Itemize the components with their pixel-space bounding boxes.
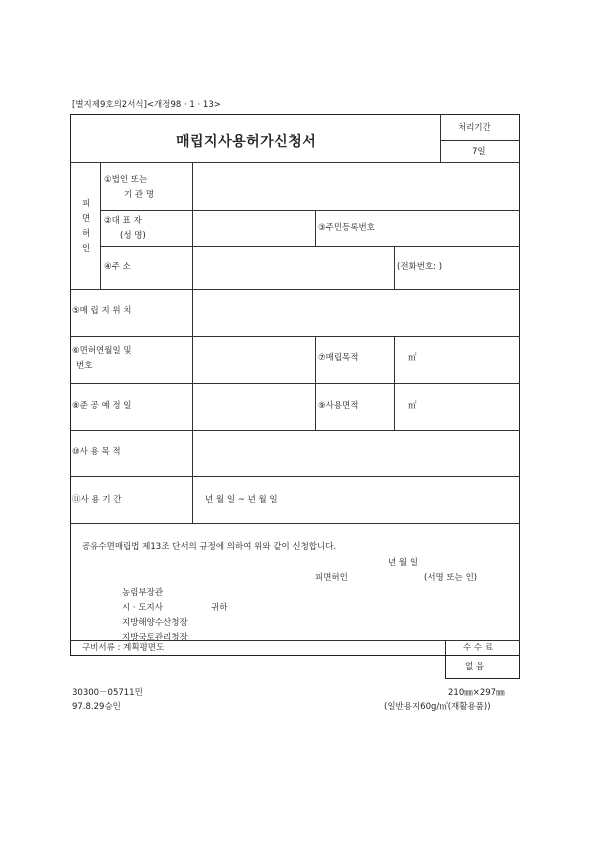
license-label-1: ⑥면허연월일 및 [72, 346, 132, 356]
completion-date-field[interactable] [193, 384, 314, 429]
recipient-1: 농림부장관 [122, 588, 164, 598]
use-area-label: ⑨사용면적 [318, 401, 359, 411]
applicant-side-1: 피 [82, 199, 91, 209]
processing-period-value: 7일 [472, 147, 486, 157]
address-label: ④주 소 [104, 262, 131, 272]
use-purpose-label: ⑩사 용 목 적 [72, 447, 121, 457]
applicant-side-2: 면 [82, 214, 91, 224]
reclaim-area-unit: ㎡ [408, 353, 417, 363]
recipient-4: 지방국토관리청장 [122, 633, 188, 643]
org-name-label-1: ①법인 또는 [104, 175, 148, 185]
footer-paper-size: 210㎜×297㎜ [448, 688, 505, 698]
reclaim-purpose-label: ⑦매립목적 [318, 353, 359, 363]
org-name-field[interactable] [193, 163, 519, 209]
location-label: ⑤매 립 지 위 치 [72, 306, 132, 316]
recipient-3: 지방해양수산청장 [122, 618, 188, 628]
recipient-2: 시 · 도지사 [122, 603, 163, 613]
license-label-2: 번호 [76, 361, 93, 371]
form-title: 매립지사용허가신청서 [176, 134, 317, 150]
honorific: 귀하 [211, 603, 228, 613]
fee-label: 수 수 료 [463, 643, 494, 653]
use-period-value[interactable]: 년 월 일 ~ 년 월 일 [205, 495, 278, 505]
applicant-name-label: 피면허인 [315, 573, 348, 583]
address-field[interactable] [193, 247, 393, 288]
footer-paper-type: (일반용지60g/㎡(재활용품)) [384, 702, 491, 712]
representative-label-1: ②대 표 자 [104, 216, 142, 226]
use-area-unit: ㎡ [408, 401, 417, 411]
resident-number-field[interactable] [394, 211, 519, 245]
processing-period-label: 처리기간 [458, 123, 491, 133]
reclaim-purpose-field[interactable] [395, 337, 519, 382]
license-field[interactable] [193, 337, 314, 382]
applicant-side-4: 인 [82, 244, 91, 254]
phone-label: (전화번호: ) [397, 262, 443, 272]
use-area-field[interactable] [395, 384, 519, 429]
declaration-date[interactable]: 년 월 일 [388, 558, 419, 568]
completion-date-label: ⑧준 공 예 정 일 [72, 401, 132, 411]
signature-label: (서명 또는 인) [424, 573, 478, 583]
attachments-label: 구비서류 : 계획평면도 [82, 643, 165, 653]
use-period-label: ⑪사 용 기 간 [72, 495, 122, 505]
org-name-label-2: 기 관 명 [124, 190, 155, 200]
declaration-text: 공유수면매립법 제13조 단서의 규정에 의하여 위와 같이 신청합니다. [82, 542, 337, 552]
applicant-side-3: 허 [82, 229, 91, 239]
resident-number-label: ③주민등록번호 [318, 223, 375, 233]
representative-field[interactable] [193, 211, 314, 245]
form-number-note: [별지제9호의2서식]<개정98 · 1 · 13> [72, 100, 221, 110]
location-field[interactable] [193, 290, 519, 335]
footer-code: 30300－05711민 [72, 688, 143, 698]
use-purpose-field[interactable] [193, 431, 519, 475]
footer-approved: 97.8.29승인 [72, 702, 121, 712]
representative-label-2: (성 명) [120, 231, 146, 241]
fee-value: 없 음 [465, 662, 485, 672]
